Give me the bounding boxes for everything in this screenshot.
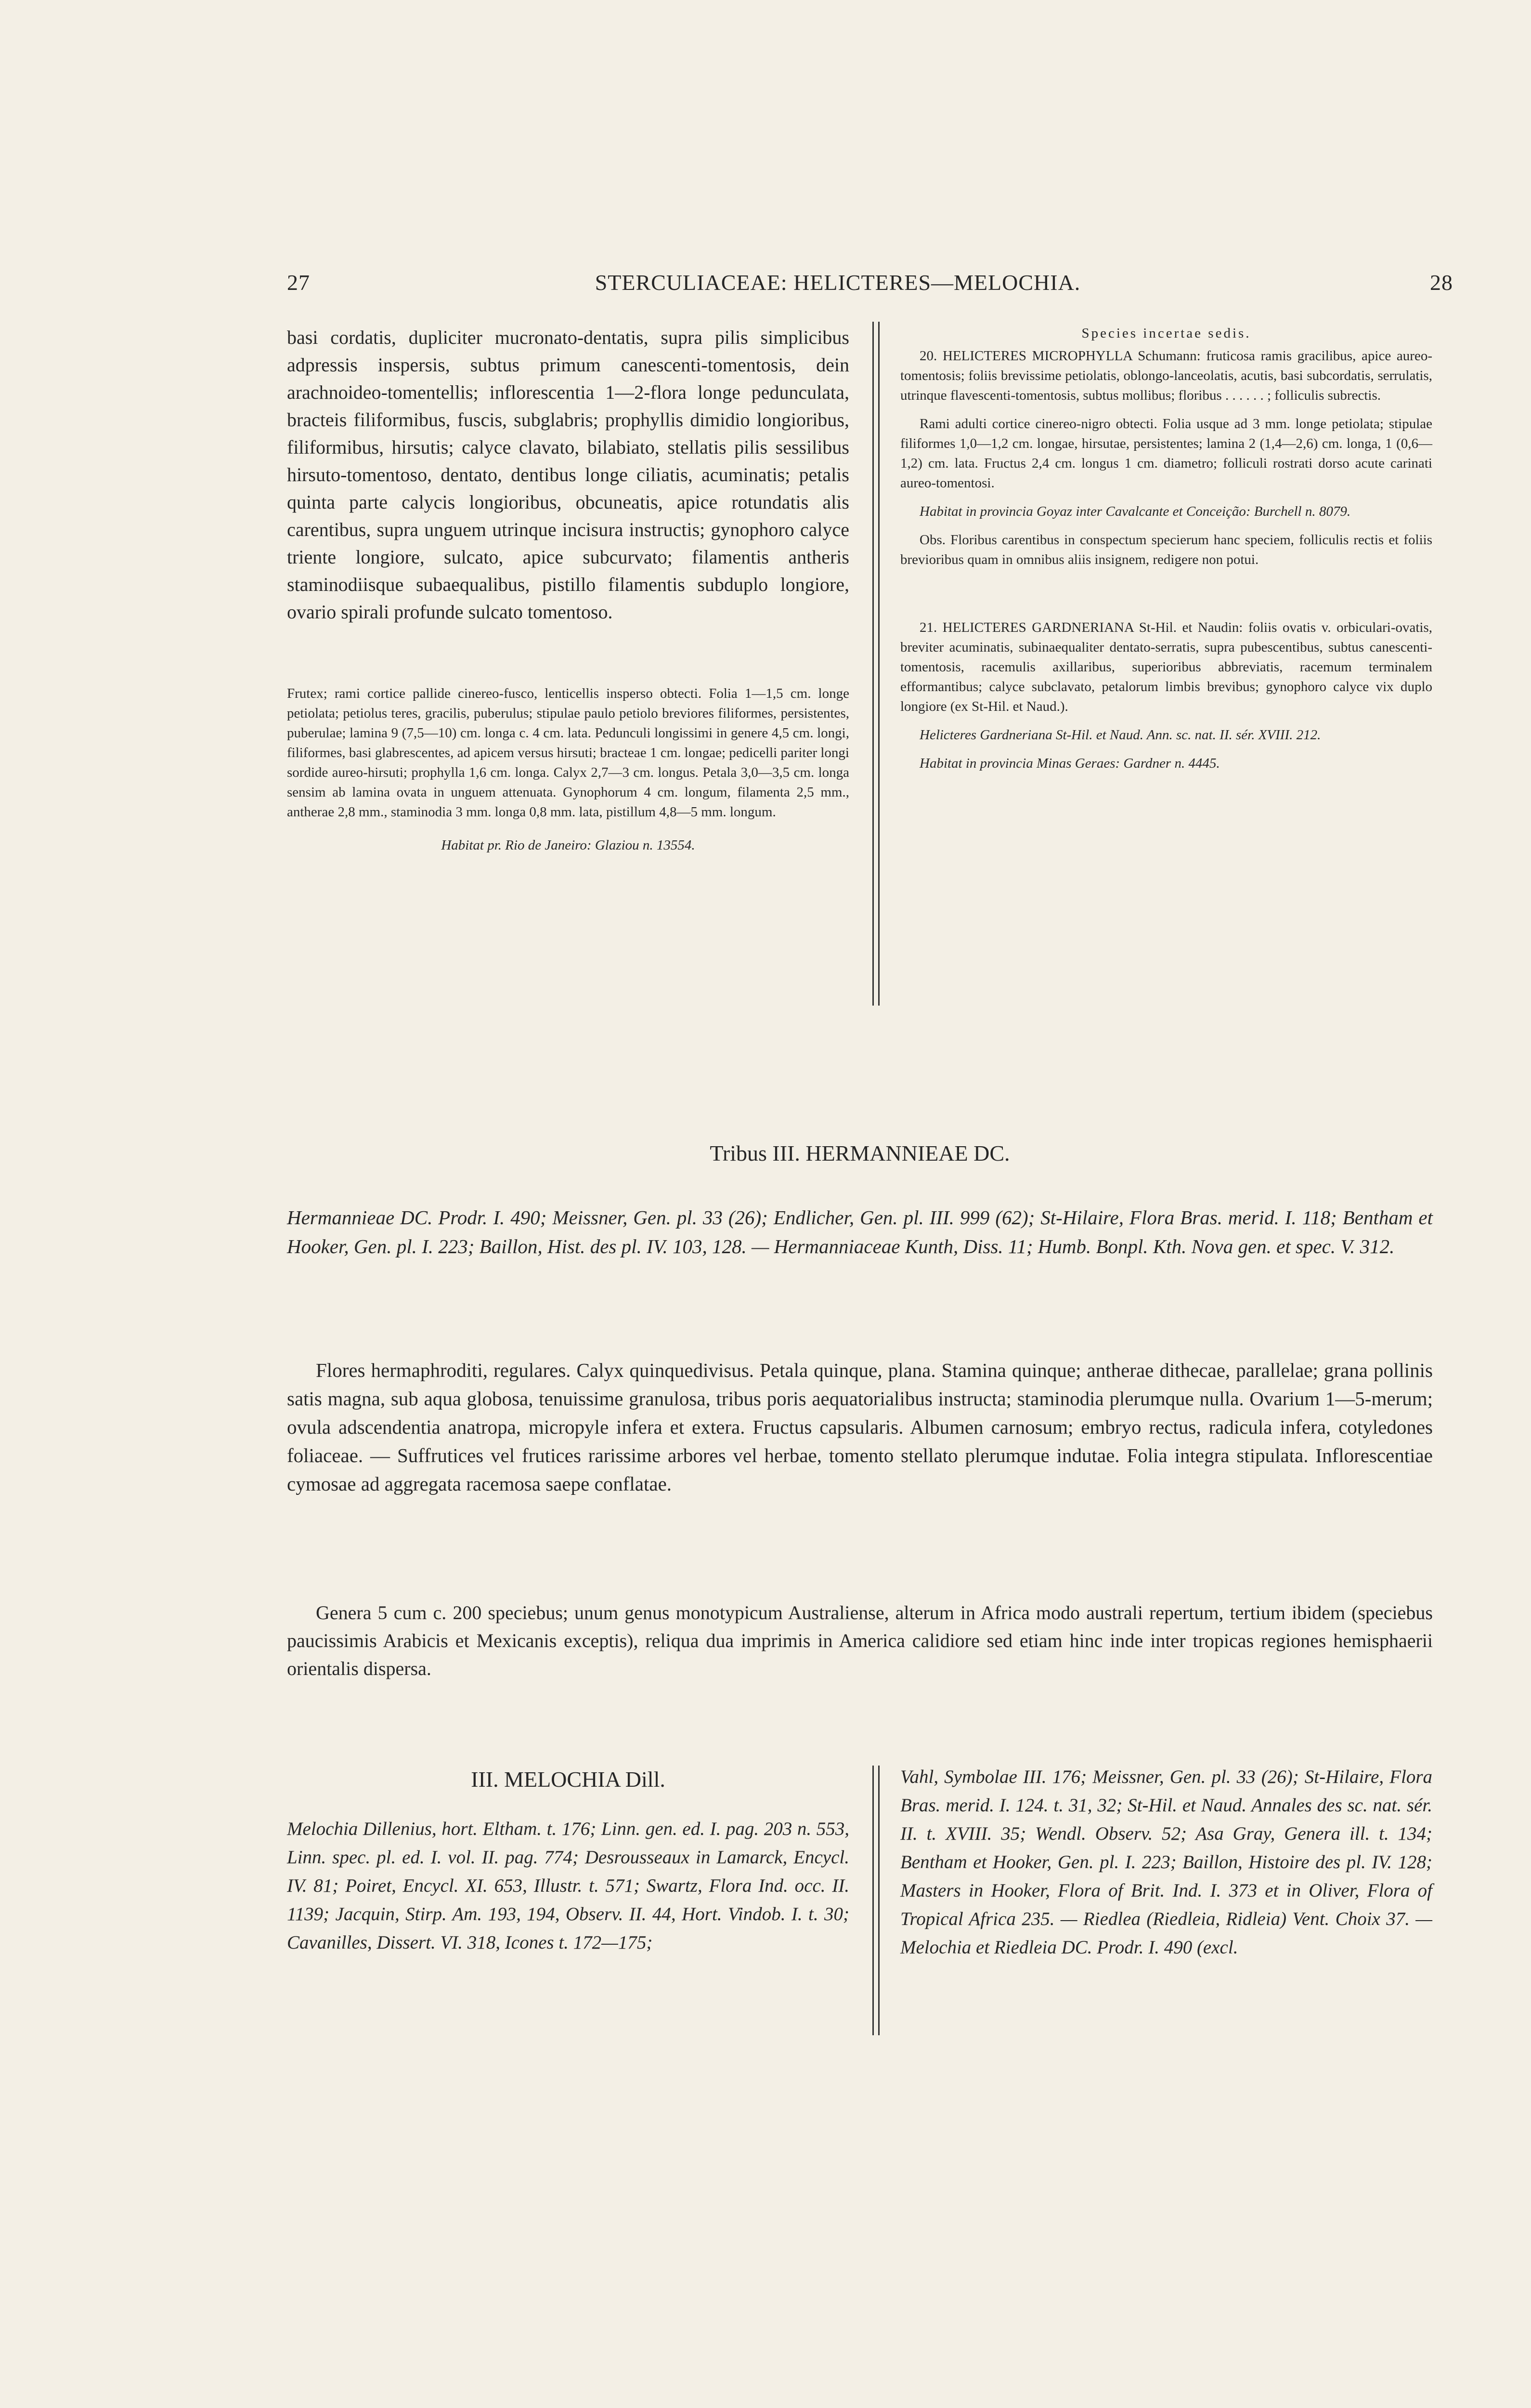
running-title: STERCULIACEAE: HELICTERES—MELOCHIA. (595, 270, 1081, 295)
tribus-heading: Tribus III. HERMANNIEAE DC. (710, 1141, 1010, 1165)
column-rule (872, 322, 874, 1006)
genus-heading: III. MELOCHIA Dill. (471, 1767, 665, 1792)
species-20-diagnosis: 20. HELICTERES MICROPHYLLA Schumann: fruticosa ramis gracilibus, apice aureo-tomentosis; foliis brevissime petiolatis, oblongo-lanceolatis, acutis, basi subcordatis, serrulatis, utrinque flavescenti-tomentosis, subtus mollibus; floribus . . . . . . ; folliculis subrectis. (900, 348, 1432, 403)
tribus-references (287, 1203, 1433, 1261)
column-rule (872, 1766, 874, 2035)
left-column-details (287, 684, 849, 855)
page-number-left: 27 (287, 270, 310, 295)
melochia-references-left (287, 1815, 849, 1957)
tribus-genera (287, 1599, 1433, 1683)
species-21-diagnosis: 21. HELICTERES GARDNERIANA St-Hil. et Naudin: foliis ovatis v. orbiculari-ovatis, breviter acuminatis, subinaequaliter dentato-serratis, supra pubescentibus, subtus canescenti-tomentosis, racemulis axillaribus, superioribus abbreviatis, racemum terminalem efformantibus; calyce subclavato, petalorum limbis brevibus; gynophoro calyce vix duplo longiore (ex St-Hil. et Naud.). (900, 620, 1432, 714)
page-number-right: 28 (1430, 270, 1453, 295)
section-subheading: Species incertae sedis. (1081, 326, 1251, 341)
species-20-habitat: Habitat in provincia Goyaz inter Cavalcante et Conceição: Burchell n. 8079. (920, 504, 1351, 519)
species-21-reference: Helicteres Gardneriana St-Hil. et Naud. Ann. sc. nat. II. sér. XVIII. 212. (920, 727, 1321, 743)
species-21-habitat: Habitat in provincia Minas Geraes: Gardner n. 4445. (920, 756, 1220, 771)
tribus-description-text: Flores hermaphroditi, regulares. Calyx quinquedivisus. Petala quinque, plana. Stamina quinque; antherae dithecae, parallelae; grana pollinis satis magna, sub aqua globosa, tenuissime granulosa, tribus poris aequatorialibus instructa; staminodia plerumque nulla. Ovarium 1—5-merum; ovula adscendentia anatropa, micropyle infera et extera. Fructus capsularis. Albumen carnosum; embryo rectus, radicula infera, cotyledones foliaceae. — Suffrutices vel frutices rarissime arbores vel herbae, tomento stellato plerumque indutae. Folia integra stipulata. Inflorescentiae cymosae ad aggregata racemosa saepe conflatae. (287, 1359, 1433, 1495)
species-20-observation: Obs. Floribus carentibus in conspectum specierum hanc speciem, folliculis rectis et foliis brevioribus quam in omnibus aliis insignem, redigere non potui. (900, 532, 1432, 567)
habitat-note: Habitat pr. Rio de Janeiro: Glaziou n. 13554. (441, 838, 695, 853)
left-column (287, 324, 849, 626)
tribus-reference-text: Hermannieae DC. Prodr. I. 490; Meissner, Gen. pl. 33 (26); Endlicher, Gen. pl. III. 999 (62); St-Hilaire, Flora Bras. merid. I. 118; Bentham et Hooker, Gen. pl. I. 223; Baillon, Hist. des pl. IV. 103, 128. — Hermanniaceae Kunth, Diss. 11; Humb. Bonpl. Kth. Nova gen. et spec. V. 312. (287, 1206, 1433, 1257)
species-details: Frutex; rami cortice pallide cinereo-fusco, lenticellis insperso obtecti. Folia 1—1,5 cm. longe petiolata; petiolus teres, gracilis, puberulus; stipulae paulo petiolo breviores filiformes, persistentes, puberulae; lamina 9 (7,5—10) cm. longa c. 4 cm. lata. Pedunculi longissimi in genere 4,5 cm. longi, filiformes, basi glabrescentes, ad apicem versus hirsuti; bracteae 1 cm. longae; pedicelli pariter longi sordide aureo-hirsuti; prophylla 1,6 cm. longa. Calyx 2,7—3 cm. longus. Petala 3,0—3,5 cm. longa sensim ab lamina ovata in unguem attenuata. Gynophorum 4 cm. longum, filamenta 2,5 mm., antherae 2,8 mm., staminodia 3 mm. longa 0,8 mm. lata, pistillum 4,8—5 mm. longum. (287, 686, 849, 820)
species-description: basi cordatis, dupliciter mucronato-dentatis, supra pilis simplicibus adpressis inspersis, subtus primum canescenti-tomentosis, dein arachnoideo-tomentellis; inflorescentia 1—2-flora longe pedunculata, bracteis filiformibus, fuscis, subglabris; prophyllis dimidio longioribus, filiformibus, hirsutis; calyce clavato, bilabiato, stellatis pilis sessilibus hirsuto-tomentoso, dentato, dentibus longe ciliatis, acuminatis; petalis quinta parte calycis longioribus, obcuneatis, apice rotundatis alis carentibus, supra unguem utrinque incisura instructis; gynophoro calyce triente longiore, sulcato, apice subcurvato; filamentis antheris staminodiisque subaequalibus, pistillo filamentis subduplo longiore, ovario spirali profunde sulcato tomentoso. (287, 327, 849, 623)
melochia-reference-text-continued: Vahl, Symbolae III. 176; Meissner, Gen. pl. 33 (26); St-Hilaire, Flora Bras. merid. I. 124. t. 31, 32; St-Hil. et Naud. Annales des sc. nat. sér. II. t. XVIII. 35; Wendl. Observ. 52; Asa Gray, Genera ill. t. 134; Bentham et Hooker, Gen. pl. I. 223; Baillon, Histoire des pl. IV. 128; Masters in Hooker, Flora of Brit. Ind. I. 373 et in Oliver, Flora of Tropical Africa 235. — Riedlea (Riedleia, Ridleia) Vent. Choix 37. — Melochia et Riedleia DC. Prodr. I. 490 (excl. (900, 1767, 1432, 1958)
column-rule (878, 322, 880, 1006)
tribus-genera-text: Genera 5 cum c. 200 speciebus; unum genus monotypicum Australiense, alterum in Africa modo australi repertum, tertium ibidem (speciebus paucissimis Arabicis et Mexicanis exceptis), reliqua dua imprimis in America calidiore sed etiam hinc inde inter tropicas regiones hemisphaerii orientalis dispersa. (287, 1602, 1433, 1679)
column-rule (878, 1766, 880, 2035)
melochia-reference-text: Melochia Dillenius, hort. Eltham. t. 176; Linn. gen. ed. I. pag. 203 n. 553, Linn. spec. pl. ed. I. vol. II. pag. 774; Desrousseaux in Lamarck, Encycl. IV. 81; Poiret, Encycl. XI. 653, Illustr. t. 571; Swartz, Flora Ind. occ. II. 1139; Jacquin, Stirp. Am. 193, 194, Observ. II. 44, Hort. Vindob. I. t. 30; Cavanilles, Dissert. VI. 318, Icones t. 172—175; (287, 1819, 849, 1953)
right-column (900, 324, 1432, 773)
species-20-description: Rami adulti cortice cinereo-nigro obtecti. Folia usque ad 3 mm. longe petiolata; stipulae filiformes 1,0—1,2 cm. longae, hirsutae, persistentes; lamina 2 (1,4—2,6) cm. longa, 1 (0,6—1,2) cm. lata. Fructus 2,4 cm. longus 1 cm. diametro; folliculi rostrati dorso acute carinati aureo-tomentosi. (900, 416, 1432, 491)
melochia-references-right (900, 1763, 1432, 1962)
tribus-description (287, 1356, 1433, 1498)
